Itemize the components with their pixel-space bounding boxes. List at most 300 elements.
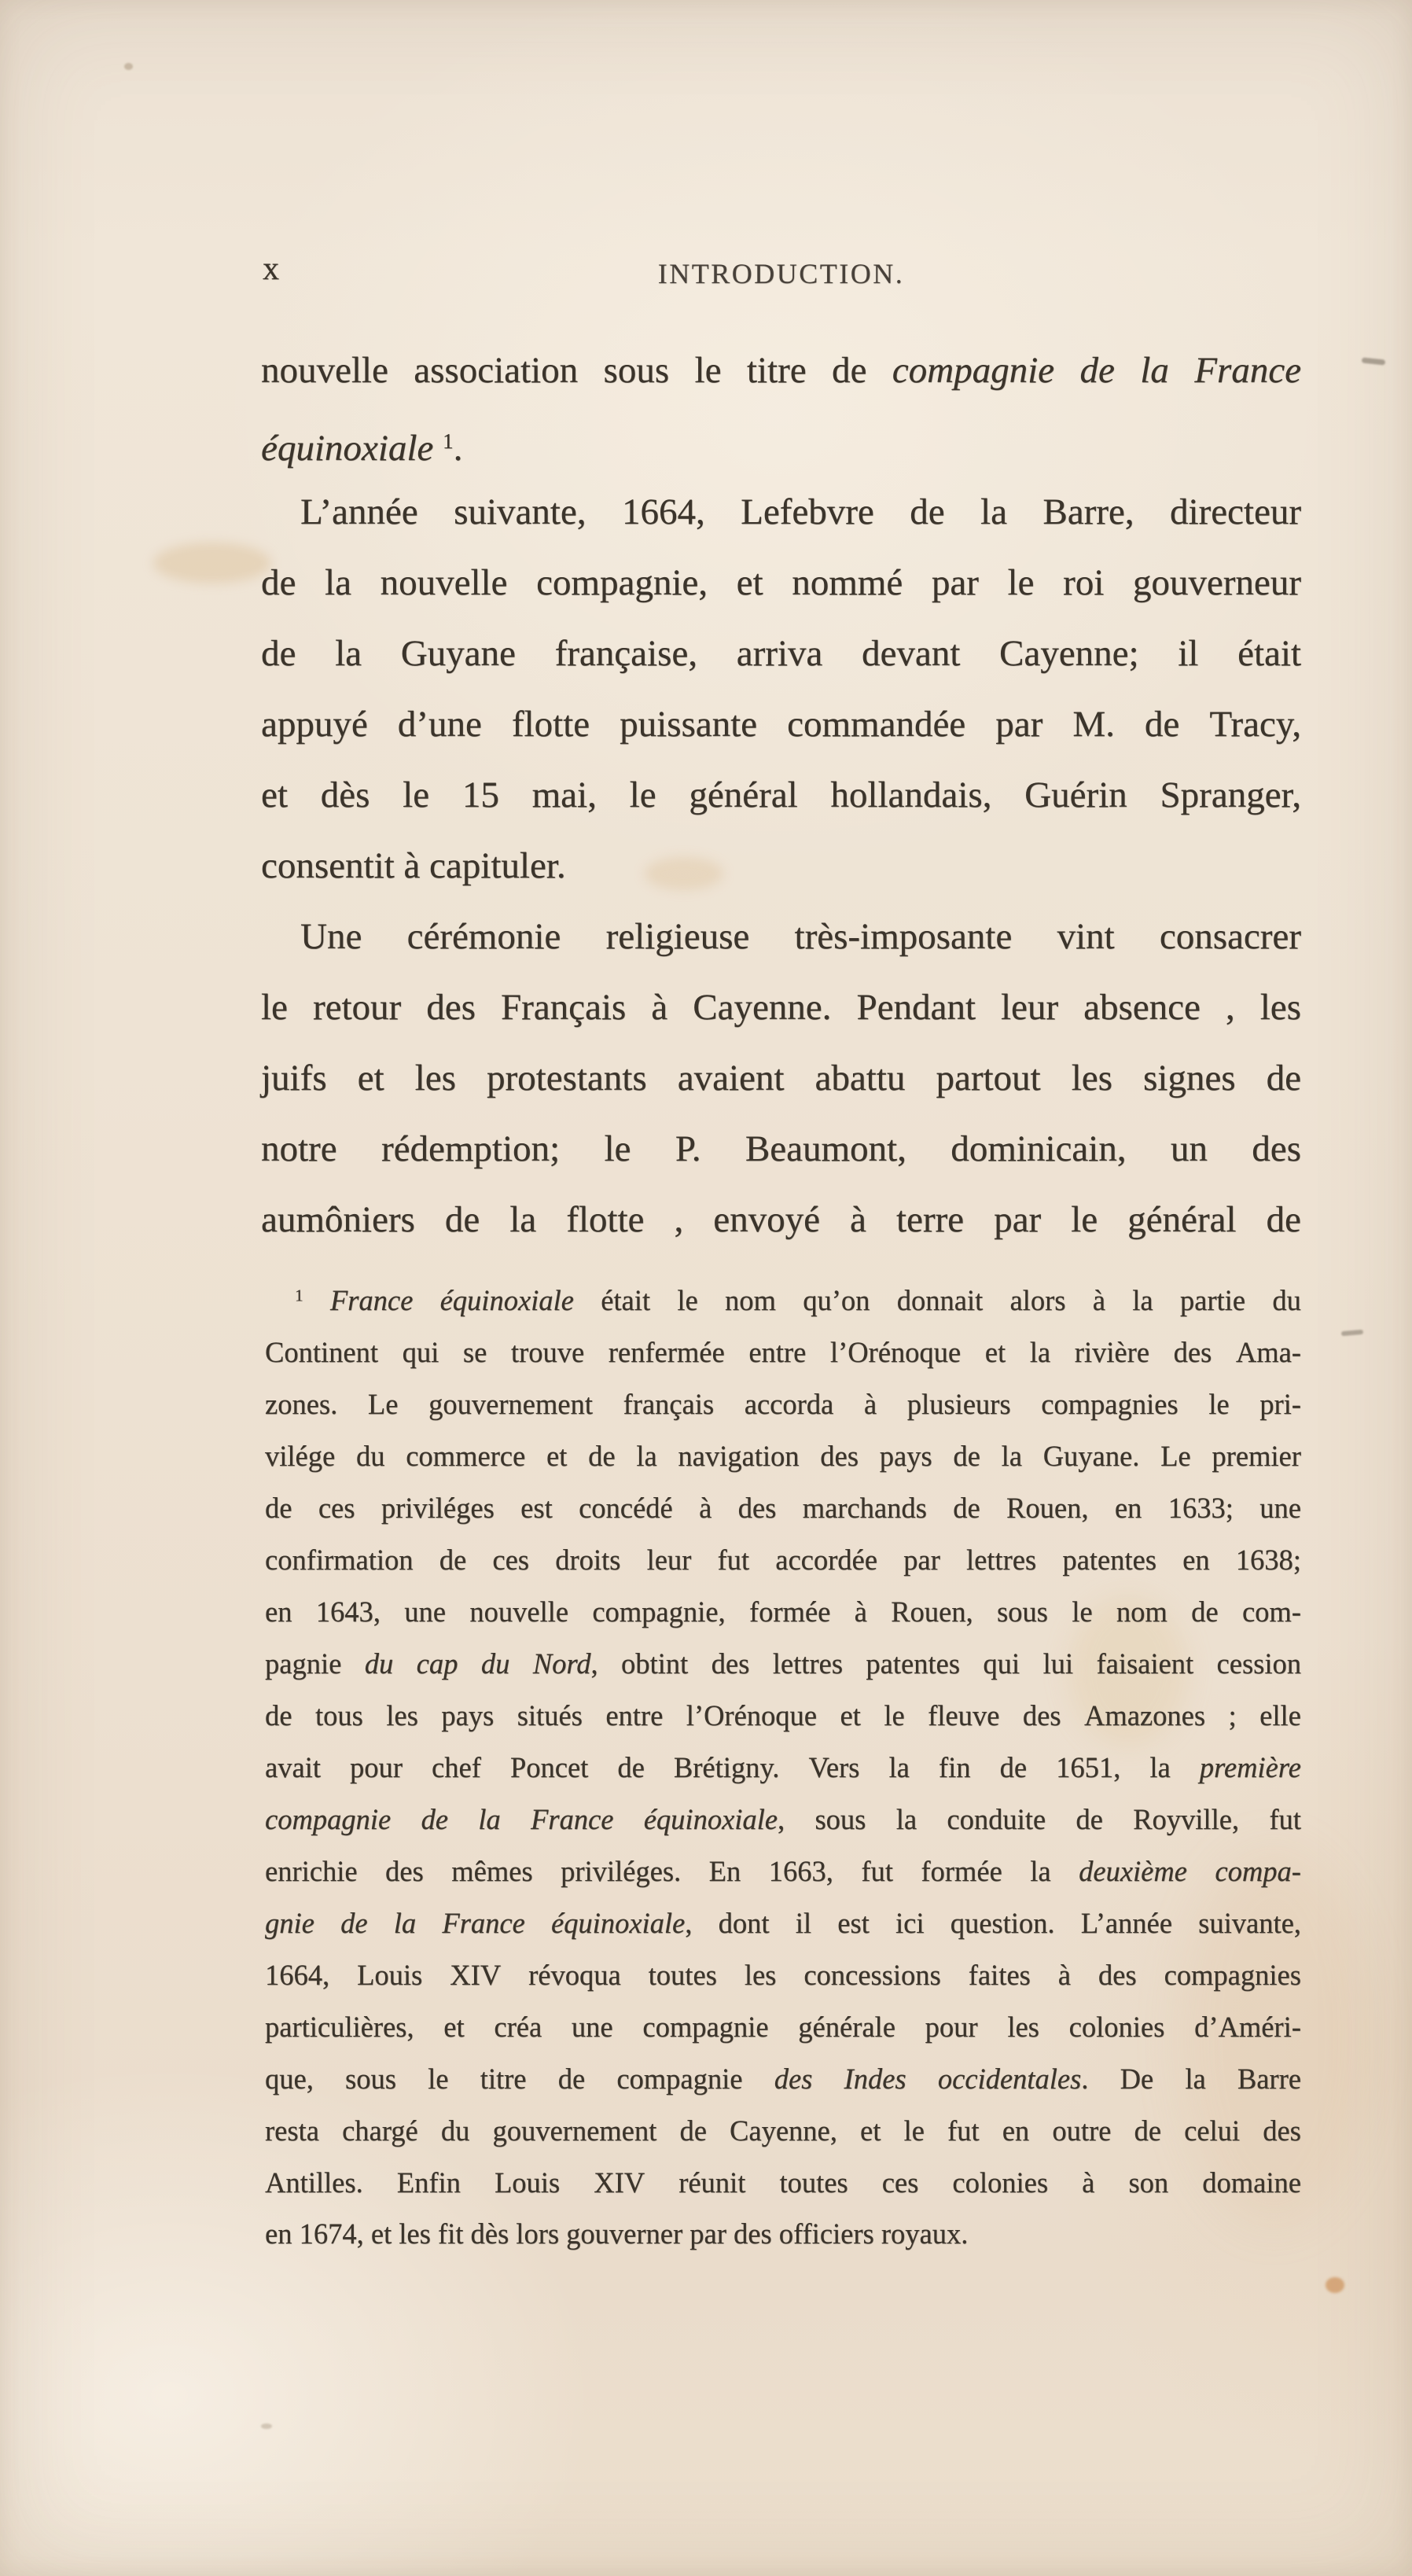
word: la (1001, 1439, 1022, 1472)
text-line (265, 1897, 1301, 1949)
word: l’Orénoque (829, 1335, 962, 1368)
word: des (385, 1854, 424, 1887)
word: vilége (265, 1439, 336, 1472)
word: des (711, 1647, 750, 1680)
word: des (1263, 2114, 1301, 2147)
paper-speck (124, 63, 133, 70)
word: confirmation (265, 1543, 414, 1576)
word: créa (494, 2010, 542, 2043)
word: de (953, 1491, 980, 1524)
pencil-mark (1341, 1330, 1363, 1336)
word: des (1098, 1958, 1137, 1991)
word: retour (312, 987, 402, 1028)
word: 1638; (1235, 1543, 1301, 1576)
word: les (1259, 987, 1301, 1028)
word: compagnies (1164, 1958, 1301, 1991)
text-line (261, 830, 1301, 901)
word: de (444, 1199, 480, 1240)
word: abattu (814, 1058, 906, 1098)
word: entre (748, 1335, 807, 1368)
word: deuxième (1079, 1854, 1187, 1887)
word: réunit (678, 2166, 746, 2199)
word: cession (1216, 1647, 1301, 1680)
word: en (1182, 1543, 1210, 1576)
word: 1633; (1167, 1491, 1234, 1524)
word: flotte (511, 704, 590, 745)
word: pays (879, 1439, 932, 1472)
word: la (509, 1199, 537, 1240)
word: et (984, 1335, 1006, 1368)
word: le (677, 1283, 698, 1316)
word: Louis (494, 2166, 561, 2199)
word: Amazones (1083, 1698, 1206, 1731)
word: la (1132, 1283, 1153, 1316)
text-line (265, 2000, 1301, 2052)
word: priviléges. (561, 1854, 682, 1887)
page-number: x (263, 251, 279, 287)
word: signes (1143, 1058, 1236, 1098)
text-segment: 1 (443, 429, 454, 453)
word: des (426, 987, 476, 1028)
text-line (261, 901, 1301, 972)
text-line (265, 1481, 1301, 1533)
word: L’année (1080, 1906, 1172, 1939)
word: colonies (1068, 2010, 1165, 2043)
word: alors (1009, 1283, 1066, 1316)
word: droits (555, 1543, 621, 1576)
word: elle (1259, 1698, 1301, 1731)
word: par (994, 1199, 1042, 1240)
word: trouve (510, 1335, 585, 1368)
word: nouvelle (261, 350, 388, 391)
word: le (629, 775, 656, 815)
word: 1651, (1056, 1750, 1121, 1783)
text-line (265, 1845, 1301, 1897)
word: la (478, 1802, 501, 1835)
text-line (265, 2104, 1301, 2156)
word: du (440, 2114, 470, 2147)
word: situés (517, 1698, 583, 1731)
word: Guyane (400, 633, 516, 674)
word: Rouen, (1006, 1491, 1089, 1524)
word: compagnies (1041, 1387, 1179, 1420)
word: gouverneur (1132, 562, 1301, 603)
word: les (414, 1058, 456, 1098)
word: Continent (265, 1335, 378, 1368)
text-line (261, 1184, 1301, 1255)
word: en (1002, 2114, 1030, 2147)
word: de (261, 633, 296, 674)
text-line (261, 1113, 1301, 1184)
word: de (1266, 1058, 1301, 1098)
word: la (636, 1439, 657, 1472)
word: pagnie (265, 1647, 342, 1680)
word: à (1092, 1283, 1105, 1316)
word: de (588, 1439, 616, 1472)
word: 1664, (621, 491, 705, 532)
word: la (895, 1802, 917, 1835)
word: et (860, 2114, 881, 2147)
word: ; (1228, 1698, 1237, 1731)
word: les (386, 1698, 418, 1731)
word: la (980, 491, 1007, 532)
text-line (265, 1637, 1301, 1689)
word: générale (798, 2010, 895, 2043)
word: de (1079, 350, 1115, 391)
word: concédé (579, 1491, 673, 1524)
word: Barre, (1042, 491, 1134, 532)
word: ici (895, 1906, 925, 1939)
word: nouvelle (380, 562, 508, 603)
word: Poncet (509, 1750, 589, 1783)
text-line (265, 2208, 1301, 2260)
word: association (414, 350, 579, 391)
word: d’Améri- (1194, 2010, 1301, 2043)
word: était (601, 1283, 651, 1316)
word: tous (314, 1698, 363, 1731)
paper-stain (153, 543, 271, 583)
word: qui (402, 1335, 439, 1368)
word: absence (1083, 987, 1201, 1028)
word: à (863, 1387, 877, 1420)
word: formée (748, 1595, 831, 1628)
word: Rouen, (891, 1595, 973, 1628)
word: De (1120, 2062, 1154, 2095)
word: ces (881, 2166, 919, 2199)
word: d’une (397, 704, 482, 745)
text-line (261, 760, 1301, 830)
word: plusieurs (906, 1387, 1011, 1420)
word: gouvernement (492, 2114, 657, 2147)
pencil-mark (1362, 357, 1386, 365)
paper-speck (261, 2423, 272, 2429)
word: des (1022, 1698, 1061, 1731)
word: pays (441, 1698, 495, 1731)
word: et (840, 1698, 861, 1731)
word: du (480, 1647, 510, 1680)
word: concessions (803, 1958, 941, 1991)
text-segment: . (453, 427, 463, 469)
word: Le (367, 1387, 399, 1420)
word: Beaumont, (745, 1128, 906, 1169)
word: 1 (295, 1285, 303, 1305)
word: faisaient (1096, 1647, 1194, 1680)
word: compagnie, (592, 1595, 726, 1628)
word: à (1057, 1958, 1071, 1991)
word: Guyane. (1042, 1439, 1140, 1472)
word: obtint (621, 1647, 689, 1680)
word: chargé (342, 2114, 418, 2147)
word: française, (554, 633, 697, 674)
word: et (736, 562, 763, 603)
word: compagnie (616, 2062, 743, 2095)
word: directeur (1169, 491, 1301, 532)
paper-speck (1326, 2277, 1344, 2293)
word: celui (1184, 2114, 1241, 2147)
word: Pendant (856, 987, 976, 1028)
word: en (1114, 1491, 1142, 1524)
word: fut (717, 1543, 750, 1576)
word: accorda (744, 1387, 834, 1420)
word: titre (746, 350, 807, 391)
text-line (265, 1533, 1301, 1585)
word: aumôniers (261, 1199, 415, 1240)
word: XIV (450, 1958, 502, 1991)
word: Royville, (1133, 1802, 1240, 1835)
word: dominicain, (951, 1128, 1127, 1169)
word: resta (265, 2114, 319, 2147)
word: donnait (896, 1283, 984, 1316)
word: des (820, 1439, 859, 1472)
word: son (1128, 2166, 1169, 2199)
word: fut (947, 2114, 980, 2147)
word: Vers (808, 1750, 860, 1783)
word: sous (603, 350, 670, 391)
word: enrichie (265, 1854, 358, 1887)
word: priviléges (381, 1491, 495, 1524)
word: suivante, (1198, 1906, 1301, 1939)
word: domaine (1202, 2166, 1301, 2199)
word: commerce (406, 1439, 526, 1472)
word: En (708, 1854, 741, 1887)
word: France (442, 1906, 525, 1939)
word: la (325, 562, 351, 603)
word: et (443, 2010, 465, 2043)
word: Ama- (1235, 1335, 1301, 1368)
word: révoqua (528, 1958, 621, 1991)
text-line (265, 1689, 1301, 1741)
word: la (1185, 2062, 1206, 2095)
word: Louis (357, 1958, 423, 1991)
word: dès (320, 775, 370, 815)
word: par (931, 562, 979, 603)
word: Enfin (396, 2166, 461, 2199)
word: les (744, 1958, 777, 1991)
word: des (1252, 1128, 1301, 1169)
word: le (884, 1698, 905, 1731)
text-line (261, 618, 1301, 689)
word: de (953, 1439, 980, 1472)
text-segment: en 1674, et les fit dès lors gouverner par des officiers royaux. (265, 2217, 969, 2250)
word: Nord, (532, 1647, 598, 1680)
word: Lefebvre (741, 491, 874, 532)
word: de (1144, 704, 1180, 745)
word: lettres (965, 1543, 1037, 1576)
word: patentes (866, 1647, 960, 1680)
word: de (261, 562, 296, 603)
word: français (623, 1387, 715, 1420)
word: de (1191, 1595, 1219, 1628)
word: compa- (1215, 1854, 1301, 1887)
word: leur (1000, 987, 1059, 1028)
word: de (265, 1698, 292, 1731)
word: première (1199, 1750, 1301, 1783)
word: toutes (648, 1958, 717, 1991)
word: L’année (300, 491, 418, 532)
word: colonies (952, 2166, 1049, 2199)
word: de (617, 1750, 645, 1783)
word: de (439, 1543, 467, 1576)
word: de (340, 1906, 368, 1939)
word: conduite (947, 1802, 1046, 1835)
word: sous (996, 1595, 1048, 1628)
word: partout (936, 1058, 1041, 1098)
word: sous (814, 1802, 866, 1835)
word: Spranger, (1160, 775, 1301, 815)
word: le (694, 350, 722, 391)
word: Cayenne, (730, 2114, 837, 2147)
word: compagnie (642, 2010, 769, 2043)
word: nommé (792, 562, 903, 603)
word: fut (861, 1854, 893, 1887)
word: la (888, 1750, 910, 1783)
word: le (1072, 1595, 1093, 1628)
word: accordée (775, 1543, 877, 1576)
word: le (261, 987, 288, 1028)
word: particulières, (265, 2010, 414, 2043)
word: de (1266, 1199, 1301, 1240)
word: juifs (261, 1058, 327, 1098)
word: des (774, 2062, 813, 2095)
word: le (1208, 1387, 1230, 1420)
word: gouvernement (428, 1387, 593, 1420)
word: est (837, 1906, 870, 1939)
word: cap (416, 1647, 458, 1680)
word: lui (1042, 1647, 1074, 1680)
word: gnie (265, 1906, 314, 1939)
word: hollandais, (830, 775, 992, 815)
word: compagnie, (536, 562, 708, 603)
word: fleuve (928, 1698, 1000, 1731)
word: et (546, 1439, 568, 1472)
text-segment: équinoxiale (261, 427, 443, 469)
word: entre (605, 1698, 664, 1731)
word: nouvelle (469, 1595, 568, 1628)
word: par (995, 704, 1043, 745)
word: se (462, 1335, 487, 1368)
word: Tracy, (1209, 704, 1301, 745)
word: , (1225, 987, 1235, 1028)
word: mai, (531, 775, 597, 815)
word: P. (675, 1128, 701, 1169)
word: de (832, 350, 867, 391)
word: suivante, (454, 491, 586, 532)
word: le (604, 1128, 631, 1169)
word: l’Orénoque (686, 1698, 817, 1731)
word: dont (718, 1906, 770, 1939)
word: de (1134, 2114, 1161, 2147)
word: les (1007, 2010, 1039, 2043)
word: équinoxiale, (550, 1906, 693, 1939)
word: une (404, 1595, 446, 1628)
text-line (261, 406, 1301, 477)
word: en (265, 1595, 292, 1628)
word: com- (1241, 1595, 1301, 1628)
word: une (1259, 1491, 1301, 1524)
word: commandée (787, 704, 966, 745)
word: des (1173, 1335, 1212, 1368)
word: Le (1160, 1439, 1191, 1472)
word: titre (480, 2062, 527, 2095)
word: compagnie (892, 350, 1055, 391)
word: Une (300, 916, 362, 957)
word: Guérin (1024, 775, 1127, 815)
text-segment: consentit à capituler. (261, 845, 566, 886)
word: pour (925, 2010, 978, 2043)
word: la (1149, 1750, 1171, 1783)
word: 1664, (265, 1958, 330, 1991)
word: France (1194, 350, 1301, 391)
word: religieuse (605, 916, 750, 957)
word: formée (921, 1854, 1002, 1887)
word: roi (1063, 562, 1105, 603)
word: question. (950, 1906, 1055, 1939)
text-line (265, 1326, 1301, 1378)
word: vint (1057, 916, 1115, 957)
word: toutes (779, 2166, 848, 2199)
word: le (1007, 562, 1035, 603)
word: occidentales. (937, 2062, 1089, 2095)
word: avait (265, 1750, 321, 1783)
word: la (335, 633, 362, 674)
text-line (265, 1793, 1301, 1845)
word: du (364, 1647, 394, 1680)
word: terre (895, 1199, 965, 1240)
word: pour (350, 1750, 403, 1783)
word: XIV (594, 2166, 645, 2199)
text-line (265, 2052, 1301, 2104)
word: la (1029, 1335, 1051, 1368)
word: Cayenne. (693, 987, 832, 1028)
word: était (1237, 633, 1301, 674)
word: ces (318, 1491, 355, 1524)
word: il (795, 1906, 812, 1939)
text-line (265, 1378, 1301, 1430)
text-line (265, 1430, 1301, 1481)
word: fin (938, 1750, 971, 1783)
word: appuyé (261, 704, 368, 745)
word: de (1076, 1802, 1103, 1835)
word: ces (492, 1543, 529, 1576)
text-line (261, 972, 1301, 1043)
word: à (651, 987, 668, 1028)
word: puissante (620, 704, 758, 745)
word: par (903, 1543, 940, 1576)
word: des (737, 1491, 777, 1524)
word: la (1030, 1854, 1051, 1887)
word: de (679, 2114, 707, 2147)
word: Cayenne; (999, 633, 1139, 674)
text-line (265, 2156, 1301, 2208)
word: un (1170, 1128, 1208, 1169)
word: leur (646, 1543, 692, 1576)
word: de (910, 491, 945, 532)
text-line (261, 547, 1301, 618)
word: les (1071, 1058, 1112, 1098)
word: 1663, (768, 1854, 833, 1887)
word: flotte (566, 1199, 645, 1240)
word: consacrer (1159, 916, 1301, 957)
footnote-block (265, 1274, 1301, 2260)
word: le (1071, 1199, 1098, 1240)
word: compagnie (265, 1802, 392, 1835)
word: devant (862, 633, 961, 674)
word: premier (1212, 1439, 1301, 1472)
word: 1643, (315, 1595, 381, 1628)
word: nom (1116, 1595, 1167, 1628)
word: renfermée (608, 1335, 725, 1368)
word: général (689, 775, 798, 815)
